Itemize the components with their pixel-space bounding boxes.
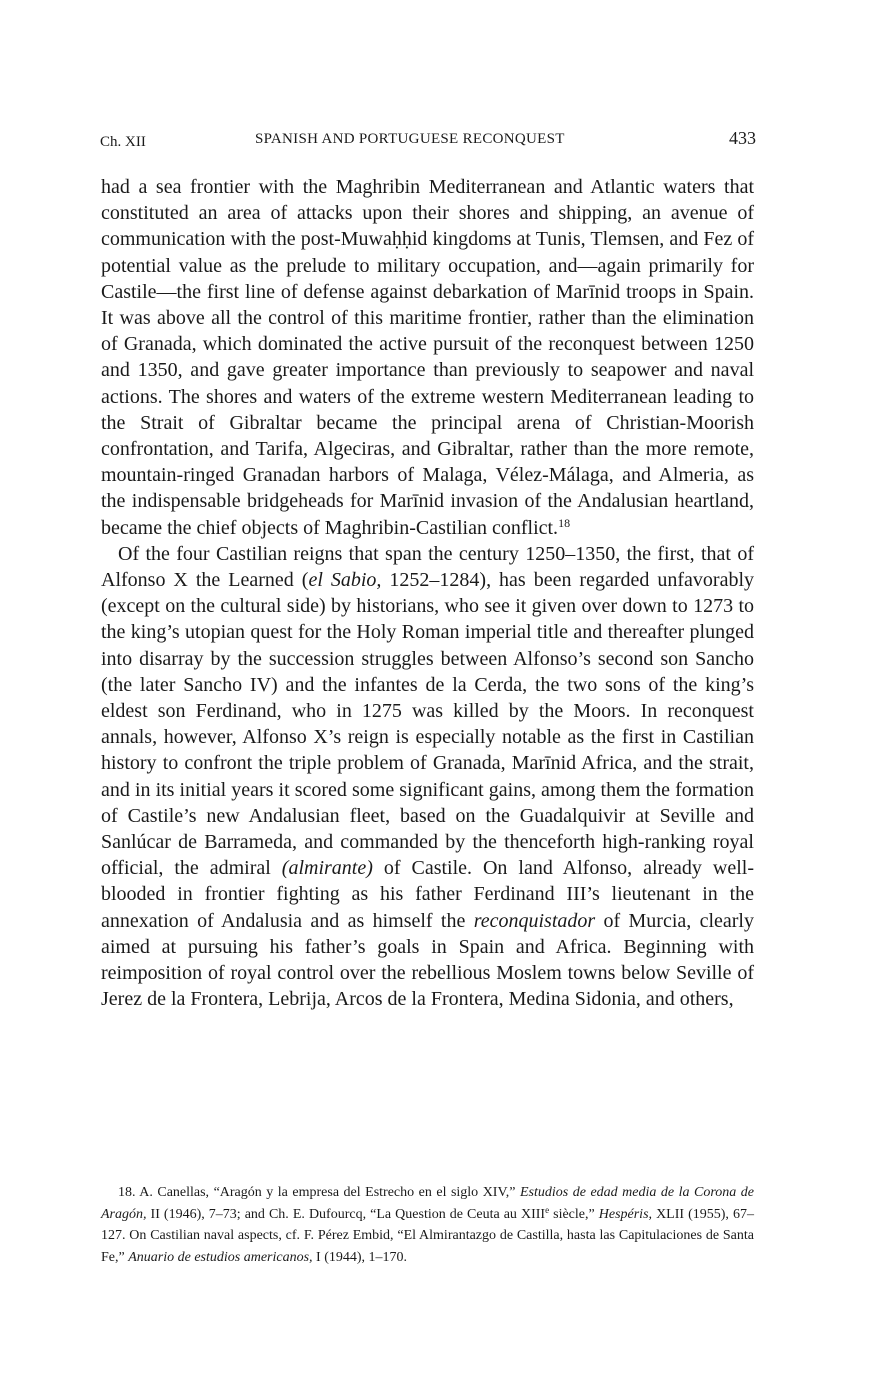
paragraph-2-text-a: Of the four Castilian reigns that span the century 1250–1350, the first, that of Alfonso X the Learned ( xyxy=(101,542,754,592)
footnote-18 xyxy=(101,1182,754,1268)
page-number: 433 xyxy=(729,128,756,148)
paragraph-2-italic-almirante: (almirante) xyxy=(281,857,373,880)
footnote-italic-hesperis: Hespéris, xyxy=(598,1206,653,1222)
paragraph-1 xyxy=(101,174,754,541)
footnote-ref-18: 18 xyxy=(558,515,571,530)
footnote-text-1: 18. A. Canellas, “Aragón y la empresa del Estrecho en el siglo XIV,” xyxy=(118,1185,520,1200)
footnote-text-2: II (1946), 7–73; and Ch. E. Dufourcq, “La Question de Ceuta au XIII xyxy=(146,1206,546,1222)
running-header xyxy=(100,128,756,154)
paragraph-2 xyxy=(101,541,754,1013)
footnote-text-4: XLII (1955), 67–127. On Castilian naval aspects, cf. F. Pérez Embid, “El Almirantazgo de Castilla, hasta las Capitulaciones de Santa Fe,” xyxy=(101,1206,754,1265)
footnote-superscript-e: e xyxy=(545,1204,550,1215)
paragraph-2-text-c: of Castile. On land Alfonso, already well-blooded in frontier fighting as his father Ferdinand III’s lieutenant in the annexation of Andalusia and as himself the xyxy=(101,857,754,932)
chapter-label: Ch. XII xyxy=(100,134,146,150)
footnote-italic-anuario: Anuario de estudios americanos, xyxy=(128,1249,313,1265)
footnote-italic-estudios: Estudios de edad media de la Corona de Aragón, xyxy=(101,1185,754,1222)
footnote-text-3: siècle,” xyxy=(549,1206,599,1222)
footnote-text-5: I (1944), 1–170. xyxy=(312,1249,408,1265)
running-title: SPANISH AND PORTUGUESE RECONQUEST xyxy=(255,131,565,147)
body-text xyxy=(101,174,754,1013)
paragraph-2-text-b: 1252–1284), has been regarded unfavorably (except on the cultural side) by historians, who see it given over down to 1273 to the king’s utopian quest for the Holy Roman imperial title and thereafter plunged into disarray by the succession struggles between Alfonso’s second son Sancho (the later Sancho IV) and the infantes de la Cerda, the two sons of the king’s eldest son Ferdinand, who in 1275 was killed by the Moors. In reconquest annals, however, Alfonso X’s reign is especially notable as the first in Castilian history to confront the triple problem of Granada, Marīnid Africa, and the strait, and in its initial years it scored some significant gains, among them the formation of Castile’s new Andalusian fleet, based on the Guadalquivir at Seville and Sanlúcar de Barrameda, and commanded by the thenceforth high-ranking royal official, the admiral xyxy=(101,569,754,880)
paragraph-1-text: had a sea frontier with the Maghribin Mediterranean and Atlantic waters that constituted an area of attacks upon their shores and shipping, an avenue of communication with the post-Muwaḥḥid kingdoms at Tunis, Tlemsen, and Fez of potential value as the prelude to military occupation, and—again primarily for Castile—the first line of defense against debarkation of Marīnid troops in Spain. It was above all the control of this maritime frontier, rather than the elimination of Granada, which dominated the active pursuit of the reconquest between 1250 and 1350, and gave greater importance than previously to seapower and naval actions. The shores and waters of the extreme western Mediterranean leading to the Strait of Gibraltar became the principal arena of Christian-Moorish confrontation, and Tarifa, Algeciras, and Gibraltar, rather than the more remote, mountain-ringed Granadan harbors of Malaga, Vélez-Málaga, and Almeria, as the indispensable bridgeheads for Marīnid invasion of the Andalusian heartland, became the chief objects of Maghribin-Castilian conflict. xyxy=(101,176,754,539)
paragraph-2-text-d: of Murcia, clearly aimed at pursuing his father’s goals in Spain and Africa. Beginning with reimposition of royal control over the rebellious Moslem towns below Seville of Jerez de la Frontera, Lebrija, Arcos de la Frontera, Medina Sidonia, and others, xyxy=(101,909,754,1011)
paragraph-2-italic-reconquistador: reconquistador xyxy=(473,909,596,932)
paragraph-2-italic-el-sabio: el Sabio, xyxy=(308,569,382,592)
